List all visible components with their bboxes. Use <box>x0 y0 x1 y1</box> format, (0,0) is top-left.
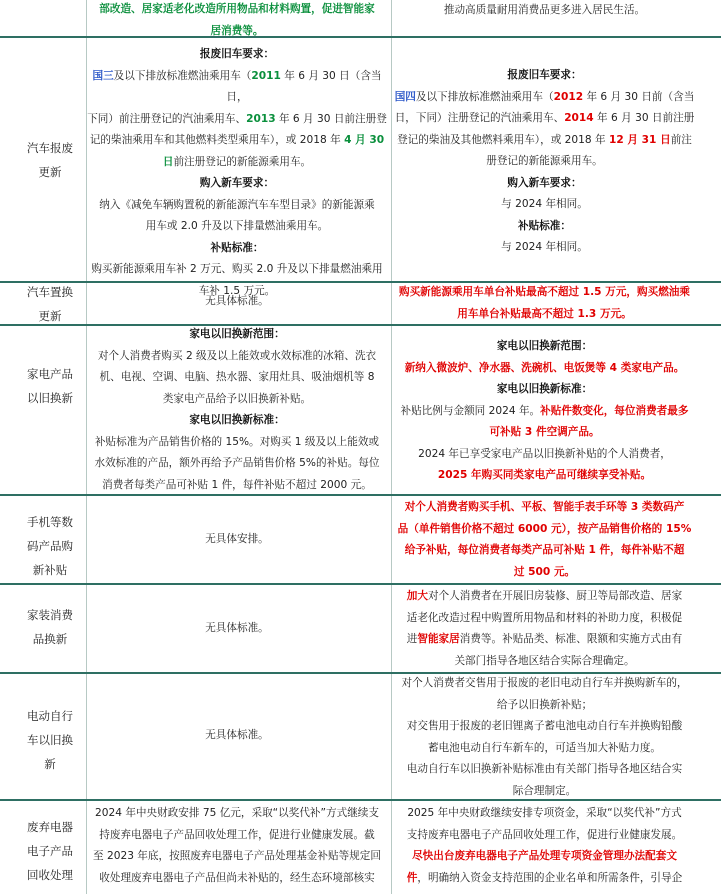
text-run: 日，下同）注册登记的汽油乘用车、 <box>394 112 565 124</box>
text-run: 件 <box>406 871 418 884</box>
row-top-col-2024 <box>87 0 387 42</box>
text-line <box>393 759 696 781</box>
text-run: 消费者每类产品可补贴 1 件，每件补贴不超过 2000 元。 <box>102 478 372 491</box>
text-line <box>87 475 387 497</box>
row-top-col-2025 <box>393 0 696 22</box>
category-line: 电子产品 <box>27 844 73 858</box>
text-line <box>87 453 387 475</box>
text-run: 无具体标准。 <box>205 729 269 741</box>
text-line <box>87 725 387 747</box>
text-line <box>87 195 387 217</box>
text-run: 前注 <box>670 133 692 146</box>
text-run: 智能家居 <box>417 633 460 645</box>
text-line <box>393 716 696 738</box>
text-line <box>393 358 696 380</box>
table-row-waste <box>0 801 721 894</box>
text-run: 12 月 31 日 <box>608 133 671 146</box>
text-run: 无具体标准。 <box>205 295 269 307</box>
text-run: 补贴比例与金额同 2024 年。 <box>400 404 541 417</box>
text-run: 推动高质量耐用消费品更多进入居民生活。 <box>443 4 646 16</box>
table-row-ebike <box>0 674 721 801</box>
category-line: 家装消费 <box>27 608 73 622</box>
text-run: 年 6 月 30 日前注册 <box>593 112 695 124</box>
text-run: 无具体安排。 <box>205 533 269 545</box>
text-line <box>393 194 696 216</box>
text-run: 对个人消费者购买手机、平板、智能手表手环等 3 类数码产 <box>404 501 685 513</box>
row-ebike-col-2025 <box>393 673 696 802</box>
text-line <box>87 367 387 389</box>
section-heading: 购入新车要求： <box>199 177 275 189</box>
text-run: 水效标准的产品，额外再给予产品销售价格 5%的补贴。每位 <box>94 457 380 469</box>
row-category-label <box>18 704 82 776</box>
section-paragraph <box>393 237 696 259</box>
text-line <box>393 519 696 541</box>
text-run: 品（单件销售价格不超过 6000 元），按产品销售价格的 15% <box>397 522 692 535</box>
row-car-replace-col-2024 <box>87 291 387 313</box>
section-heading: 报废旧车要求： <box>507 69 582 81</box>
section-paragraph <box>393 358 696 380</box>
text-line <box>393 586 696 608</box>
row-category-label <box>18 362 82 410</box>
text-line <box>87 825 387 847</box>
text-line <box>393 304 696 326</box>
section-heading: 报废旧车要求： <box>199 48 275 60</box>
text-run: 尽快出台废弃电器电子产品处理专项资金管理办法配套文 <box>412 850 677 862</box>
row-home-col-2024 <box>87 618 387 640</box>
text-line <box>87 618 387 640</box>
section-heading: 补贴标准： <box>210 241 264 254</box>
row-digital-col-2025 <box>393 497 696 583</box>
row-car-scrap-col-2024 <box>87 44 387 302</box>
text-run: 前注册登记的新能源乘用车。 <box>173 155 312 168</box>
text-line <box>393 151 696 173</box>
text-line <box>87 0 387 21</box>
text-line <box>87 346 387 368</box>
row-appliance-col-2024 <box>87 324 387 496</box>
text-line <box>393 422 696 444</box>
row-category-label <box>18 510 82 582</box>
row-category-label <box>18 280 82 328</box>
row-category-label <box>18 815 82 887</box>
category-line: 回收处理 <box>27 868 73 882</box>
text-run: 至 2023 年底，按照废弃电器电子产品处理基金补贴等规定回 <box>93 850 381 862</box>
text-run: 对个人消费者购买 2 级及以上能效或水效标准的冰箱、洗衣 <box>97 349 377 362</box>
text-run: 年 6 月 30 日前注册登 <box>275 112 387 125</box>
text-line <box>87 109 387 131</box>
text-line <box>87 846 387 868</box>
text-line <box>87 259 387 281</box>
text-line <box>393 497 696 519</box>
category-line: 电动自行 <box>27 709 73 723</box>
text-line <box>87 152 387 174</box>
row-digital-col-2024 <box>87 529 387 551</box>
text-run: 与 2024 年相同。 <box>501 198 588 210</box>
text-run: 车补 1.5 万元。 <box>198 284 276 297</box>
text-run: 用车或 2.0 升及以下排量燃油乘用车。 <box>145 220 329 232</box>
section-paragraph <box>87 66 387 174</box>
text-run: 年 6 月 30 日（含当日， <box>226 69 382 103</box>
section-paragraph <box>87 432 387 497</box>
text-line <box>393 825 696 847</box>
category-line: 以旧换新 <box>27 391 73 405</box>
text-line <box>393 401 696 423</box>
category-line: 废弃电器 <box>27 820 73 834</box>
row-category-label <box>18 603 82 651</box>
text-run: 2014 <box>564 112 594 124</box>
category-line: 手机等数 <box>27 515 73 529</box>
text-run: ，明确纳入资金支持范围的企业名单和所需条件，引导企 <box>417 871 683 884</box>
section-paragraph <box>393 401 696 444</box>
text-line <box>393 444 696 466</box>
text-run: 4 月 30 <box>344 134 385 146</box>
text-run: 购买新能源乘用车单台补贴最高不超过 1.5 万元，购买燃油乘 <box>399 286 690 298</box>
category-line: 更新 <box>38 165 62 179</box>
text-run: 对个人消费者交售用于报废的老旧电动自行车并换购新车的， <box>401 677 688 689</box>
row-car-scrap-col-2025 <box>393 65 696 259</box>
section-heading: 家电以旧换新标准： <box>189 414 285 426</box>
text-line <box>393 465 696 487</box>
category-line: 汽车置换 <box>27 285 73 299</box>
section-paragraph <box>393 87 696 173</box>
text-run: 册登记的新能源乘用车。 <box>486 155 603 167</box>
text-line <box>393 846 696 868</box>
category-line: 车以旧换 <box>27 733 73 747</box>
text-line <box>393 629 696 651</box>
text-run: 记的柴油乘用车和其他燃料类型乘用车），或 2018 年 <box>89 134 345 146</box>
text-line <box>393 803 696 825</box>
table-row-appliance <box>0 326 721 496</box>
text-line <box>393 0 696 22</box>
row-home-col-2025 <box>393 586 696 672</box>
row-ebike-col-2024 <box>87 725 387 747</box>
text-run: 及以下排放标准燃油乘用车（ <box>113 69 252 82</box>
text-line <box>87 66 387 109</box>
text-run: 2011 <box>251 69 281 82</box>
text-run: 国四 <box>394 90 416 103</box>
text-line <box>393 108 696 130</box>
text-run: 对个人消费者在开展旧房装修、厨卫等局部改造、居家 <box>427 590 683 602</box>
text-run: 对交售用于报废的老旧锂离子蓄电池电动自行车并换购铅酸 <box>406 720 683 732</box>
row-waste-col-2024 <box>87 803 387 889</box>
text-run: 给予以旧换新补贴； <box>496 698 593 711</box>
text-run: 购买新能源乘用车补 2 万元、购买 2.0 升及以下排量燃油乘用 <box>91 263 383 275</box>
category-line: 新 <box>44 757 56 771</box>
text-run: 补贴件数变化，每位消费者最多 <box>540 404 689 417</box>
text-run: 日 <box>162 155 174 168</box>
section-paragraph <box>87 346 387 411</box>
text-line <box>87 291 387 313</box>
text-line <box>87 130 387 152</box>
text-run: 适老化改造过程中购置所用物品和材料的补助力度，积极促 <box>406 611 683 624</box>
text-run: 2025 年中央财政继续安排专项资金，采取“以奖代补”方式 <box>407 807 682 819</box>
text-run: 给予补贴，每位消费者每类产品可补贴 1 件，每件补贴不超 <box>404 544 685 556</box>
row-appliance-col-2025 <box>393 336 696 487</box>
text-run: 加大 <box>406 590 428 602</box>
text-run: 过 500 元。 <box>513 565 576 578</box>
section-paragraph <box>393 444 696 487</box>
text-line <box>87 868 387 890</box>
table-row-top <box>0 0 721 38</box>
text-line <box>393 868 696 890</box>
section-heading: 家电以旧换新标准： <box>496 383 593 395</box>
text-run: 进 <box>406 633 418 645</box>
row-car-replace-col-2025 <box>393 282 696 325</box>
text-line <box>393 282 696 304</box>
text-run: 补贴标准为产品销售价格的 15%。对购买 1 级及以上能效或 <box>94 435 380 448</box>
section-heading: 家电以旧换新范围： <box>496 340 593 352</box>
text-run: 可补贴 3 件空调产品。 <box>489 426 600 438</box>
text-run: 消费等。补贴品类、标准、限额和实施方式由有 <box>459 633 683 645</box>
category-line: 更新 <box>38 309 62 323</box>
section-heading: 购入新车要求： <box>507 176 582 189</box>
text-run: 下同）前注册登记的汽油乘用车、 <box>87 112 247 125</box>
text-line <box>393 540 696 562</box>
text-run: 登记的柴油及其他燃料乘用车），或 2018 年 <box>397 133 609 146</box>
text-run: 及以下排放标准燃油乘用车（ <box>415 90 554 103</box>
text-run: 机、电视、空调、电脑、热水器、家用灶具、吸油烟机等 8 <box>99 371 375 383</box>
section-paragraph <box>393 194 696 216</box>
text-run: 2024 年已享受家电产品以旧换新补贴的个人消费者， <box>418 447 671 460</box>
text-run: 电动自行车以旧换新补贴标准由有关部门指导各地区结合实 <box>406 763 683 775</box>
text-run: 关部门指导各地区结合实际合理确定。 <box>454 654 635 667</box>
text-line <box>393 695 696 717</box>
text-line <box>87 389 387 411</box>
section-heading: 补贴标准： <box>518 219 571 232</box>
text-line <box>87 529 387 551</box>
text-line <box>87 216 387 238</box>
text-line <box>393 608 696 630</box>
text-run: 与 2024 年相同。 <box>501 241 588 253</box>
text-run: 纳入《减免车辆购置税的新能源汽车车型目录》的新能源乘 <box>99 198 375 211</box>
row-waste-col-2025 <box>393 803 696 889</box>
text-line <box>393 87 696 109</box>
category-line: 品换新 <box>32 632 68 646</box>
text-run: 年 6 月 30 日前（含当 <box>583 90 695 103</box>
table-row-home <box>0 585 721 674</box>
text-run: 用车单台补贴最高不超过 1.3 万元。 <box>457 307 632 320</box>
text-line <box>393 673 696 695</box>
text-run: 居消费等。 <box>210 24 264 37</box>
text-run: 部改造、居家适老化改造所用物品和材料购置，促进智能家 <box>99 3 375 15</box>
text-line <box>393 562 696 584</box>
section-paragraph <box>87 195 387 238</box>
table-row-car-replace <box>0 281 721 326</box>
text-run: 2012 <box>553 90 584 103</box>
text-run: 国三 <box>92 69 114 82</box>
table-row-digital <box>0 496 721 585</box>
text-run: 2025 年购买同类家电产品可继续享受补贴。 <box>437 469 652 481</box>
text-run: 支持废弃电器电子产品回收处理工作，促进行业健康发展。 <box>406 828 683 841</box>
text-line <box>87 803 387 825</box>
text-run: 2013 <box>246 112 276 125</box>
row-category-label <box>18 136 82 184</box>
text-run: 无具体标准。 <box>205 622 269 634</box>
text-run: 蓄电池电动自行车新车的，可适当加大补贴力度。 <box>427 741 662 754</box>
category-line: 码产品购 <box>27 539 73 553</box>
text-run: 新纳入微波炉、净水器、洗碗机、电饭煲等 4 类家电产品。 <box>404 361 685 374</box>
text-line <box>393 130 696 152</box>
category-line: 汽车报废 <box>27 141 73 155</box>
text-line <box>87 432 387 454</box>
text-line <box>393 651 696 673</box>
text-run: 收处理废弃电器电子产品但尚未补贴的，经生态环境部核实 <box>99 871 375 884</box>
category-line: 新补贴 <box>32 563 68 577</box>
text-run: 2024 年中央财政安排 75 亿元，采取“以奖代补”方式继续支 <box>95 807 379 819</box>
text-run: 类家电产品给予以旧换新补贴。 <box>162 392 312 405</box>
text-run: 际合理制定。 <box>512 784 577 797</box>
category-line: 家电产品 <box>27 367 73 381</box>
section-heading: 家电以旧换新范围： <box>189 328 285 340</box>
text-line <box>393 237 696 259</box>
text-line <box>393 738 696 760</box>
text-run: 持废弃电器电子产品回收处理工作，促进行业健康发展。截 <box>99 828 375 841</box>
text-line <box>393 781 696 803</box>
